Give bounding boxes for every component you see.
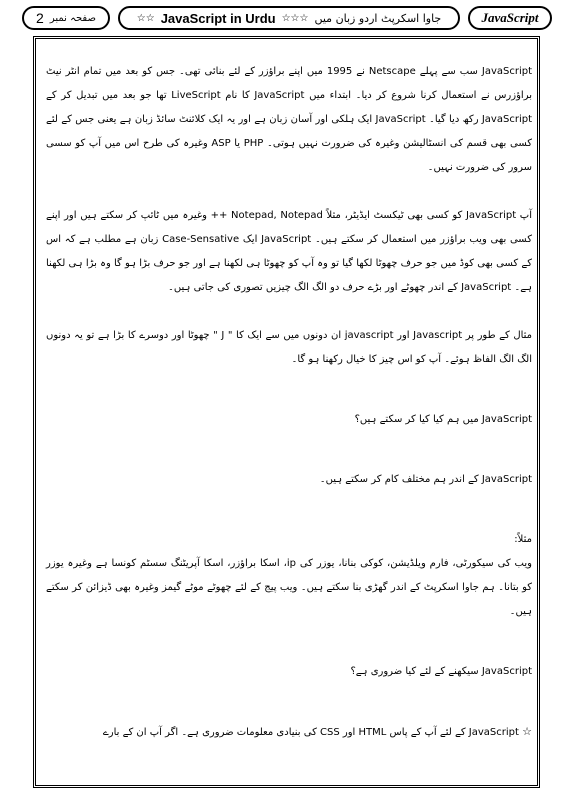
question-prerequisites: JavaScript سیکھنے کے لئے کیا ضروری ہے؟ — [350, 666, 532, 677]
example-heading: مثلاً: — [514, 534, 532, 545]
paragraph-requirements — [46, 720, 532, 745]
page-number-label: صفحہ نمبر — [49, 12, 96, 24]
requirement-text: JavaScript کے لئے آپ کے پاس HTML اور CSS کی بنیادی معلومات ضروری ہے۔ اگر آپ ان کے بارے — [102, 727, 519, 738]
paragraph-uses: ویب کی سیکورٹی، فارم ویلڈیشن، کوکی بنانا، یوزر کی ip، اسکا براؤزر، اسکا آپریٹنگ سسٹم کونسا ہے وغیرہ یوزر کو بتانا۔ ہم جاوا اسکرپٹ کے اندر گھڑی بنا سکتے ہیں۔ ویب پیج کے لئے چھوٹے موٹے گیمز وغیرہ بھی ڈیزائن کر سکتے ہیں۔ — [46, 558, 532, 617]
answer-what-can-we-do: JavaScript کے اندر ہم مختلف کام کر سکتے ہیں۔ — [319, 474, 532, 485]
star-bullet-icon: ☆ — [522, 725, 532, 738]
book-title-urdu: جاوا اسکرپٹ اردو زبان میں — [314, 11, 442, 25]
paragraph-editor: آپ JavaScript کو کسی بھی ٹیکسٹ ایڈیٹر، مثلاً Notepad, Notepad ++ وغیرہ میں ٹائپ کر سکتے ہیں اور اپنے کسی بھی ویب براؤزر میں استعمال کر سکتے ہیں۔ JavaScript ایک Case-Sensative زبان ہے مطلب ہے کہ اس کے کسی بھی کوڈ میں جو حرف چھوٹا لکھا گیا تو وہ آپ کو چھوٹا ہی لکھنا ہے اور جو حرف بڑا ہو گا وہ بڑا ہی لکھنا ہے۔ JavaScript کے اندر چھوٹے اور بڑے حرف دو الگ الگ چیزیں تصوری کی جاتی ہیں۔ — [46, 210, 532, 293]
paragraph-example: مثال کے طور پر Javascript اور javascript ان دونوں میں سے ایک کا " J " چھوٹا اور دوسرے کا بڑا ہے تو یہ دونوں الگ الگ الفاظ ہوئے۔ آپ کو اس چیز کا خیال رکھنا ہو گا۔ — [46, 330, 533, 365]
brand-badge: JavaScript — [468, 6, 552, 30]
star-ornament-left: ☆☆☆ — [281, 12, 309, 24]
page-number: 2 — [36, 10, 44, 26]
paragraph-intro: JavaScript سب سے پہلے Netscape نے 1995 میں اپنے براؤزر کے لئے بنائی تھی۔ جس کو بعد میں تمام انٹر نیٹ براؤزرس نے استعمال کرنا شروع کر دیا۔ ابتداء میں JavaScript کا نام LiveScript تھا جو بعد میں تبدیل کر کے JavaScript رکھ دیا گیا۔ JavaScript ایک ہلکی اور آسان زبان ہے اور یہ ایک کلائنٹ سائڈ زبان ہے یعنی جس کے لئے کسی بھی قسم کی انسٹالیشن وغیرہ کی ضرورت نہیں ہوتی۔ PHP یا ASP وغیرہ کی طرح اس میں آپ کو سسی سرور کی ضرورت نہیں۔ — [46, 66, 533, 173]
book-title-english: JavaScript in Urdu — [160, 10, 276, 26]
page-number-badge — [22, 6, 110, 30]
page-content — [46, 60, 532, 745]
question-what-can-we-do: JavaScript میں ہم کیا کیا کر سکتے ہیں؟ — [354, 414, 532, 425]
page-header — [22, 6, 552, 32]
book-title-banner — [118, 6, 460, 30]
star-ornament-right: ☆☆ — [136, 12, 155, 24]
